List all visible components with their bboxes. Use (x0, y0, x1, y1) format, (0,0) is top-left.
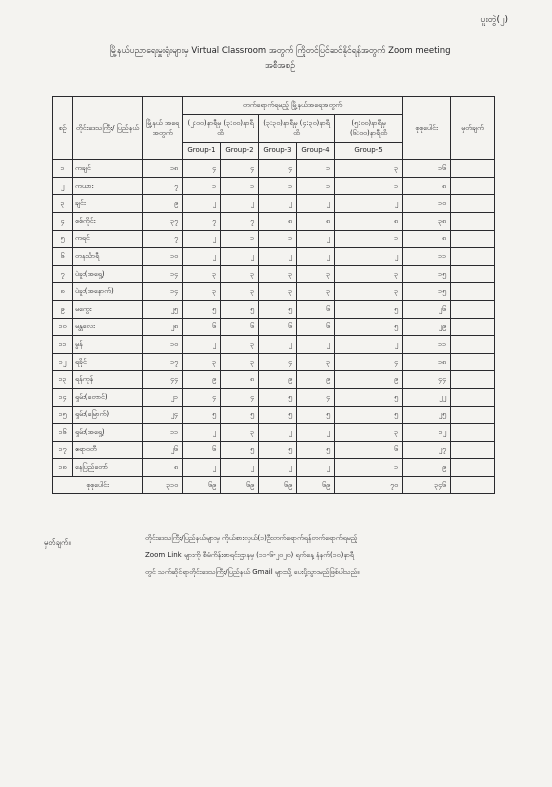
cell-g5: ၁ (335, 459, 403, 477)
cell-sr: ၁၂ (53, 353, 73, 371)
cell-region: ကရင် (73, 230, 143, 248)
cell-total: ၈ (403, 177, 451, 195)
cell-total: ၁၅ (403, 283, 451, 301)
header-attend-group: တက်ရောက်ရမည့် မြို့နယ်အရေအတွက် (183, 97, 403, 115)
document-title (60, 44, 500, 74)
cell-g3: ၃ (259, 265, 297, 283)
table-row (53, 265, 495, 283)
cell-g5: ၆ (335, 441, 403, 459)
totals-tsp: ၃၁၀ (143, 476, 183, 494)
totals-label: စုစုပေါင်း (53, 476, 143, 494)
title-line-1: မြို့နယ်ပညာရေးမှူးရုံးများမှ Virtual Classroom အတွက် ကြိုတင်ပြင်ဆင်နိုင်ရန်အတွက် Zoom meeting (109, 46, 451, 56)
cell-tsp: ၄၄ (143, 371, 183, 389)
cell-sr: ၁၄ (53, 388, 73, 406)
cell-remark (451, 248, 495, 266)
cell-g1: ၄ (183, 160, 221, 178)
cell-total: ၁၆ (403, 160, 451, 178)
totals-g4: ၆၉ (297, 476, 335, 494)
table-row (53, 459, 495, 477)
table-row (53, 318, 495, 336)
cell-region: ချင်း (73, 195, 143, 213)
cell-g4: ၃ (297, 265, 335, 283)
cell-sr: ၁၅ (53, 406, 73, 424)
totals-g1: ၆၉ (183, 476, 221, 494)
cell-g3: ၄ (259, 353, 297, 371)
cell-tsp: ၁၁ (143, 424, 183, 442)
cell-g1: ၂ (183, 336, 221, 354)
table-row (53, 300, 495, 318)
cell-g2: ၃ (221, 283, 259, 301)
cell-region: ရန်ကုန် (73, 371, 143, 389)
cell-g5: ၈ (335, 212, 403, 230)
cell-g2: ၃ (221, 353, 259, 371)
cell-g1: ၃ (183, 353, 221, 371)
cell-sr: ၈ (53, 283, 73, 301)
table-row (53, 230, 495, 248)
header-group-4: Group-4 (297, 142, 335, 160)
cell-g2: ၁ (221, 230, 259, 248)
cell-remark (451, 353, 495, 371)
cell-g5: ၅ (335, 318, 403, 336)
cell-g3: ၄ (259, 160, 297, 178)
table-row (53, 441, 495, 459)
cell-total: ၂၉ (403, 318, 451, 336)
cell-total: ၁၁ (403, 336, 451, 354)
cell-remark (451, 459, 495, 477)
cell-total: ၃၈ (403, 212, 451, 230)
cell-g4: ၂ (297, 195, 335, 213)
cell-g1: ၂ (183, 459, 221, 477)
table-row (53, 283, 495, 301)
totals-remark (451, 476, 495, 494)
note-text (145, 530, 485, 581)
cell-g3: ၅ (259, 441, 297, 459)
cell-g5: ၅ (335, 388, 403, 406)
cell-sr: ၁၆ (53, 424, 73, 442)
cell-g2: ၃ (221, 336, 259, 354)
cell-remark (451, 283, 495, 301)
cell-g1: ၂ (183, 230, 221, 248)
cell-g2: ၆ (221, 318, 259, 336)
cell-g4: ၃ (297, 353, 335, 371)
header-townships: မြို့နယ် အရေ အတွက် (143, 97, 183, 160)
cell-total: ၁၅ (403, 265, 451, 283)
cell-sr: ၆ (53, 248, 73, 266)
cell-g3: ၁ (259, 230, 297, 248)
cell-g3: ၈ (259, 212, 297, 230)
cell-g2: ၈ (221, 371, 259, 389)
cell-g2: ၅ (221, 406, 259, 424)
cell-g5: ၄ (335, 353, 403, 371)
cell-region: ရှမ်း(အရှေ့) (73, 424, 143, 442)
cell-g5: ၅ (335, 300, 403, 318)
cell-remark (451, 336, 495, 354)
cell-g3: ၅ (259, 300, 297, 318)
cell-region: ရခိုင် (73, 353, 143, 371)
cell-g4: ၂ (297, 424, 335, 442)
cell-g5: ၂ (335, 248, 403, 266)
cell-g4: ၁ (297, 160, 335, 178)
cell-g2: ၂ (221, 459, 259, 477)
cell-g3: ၂ (259, 336, 297, 354)
cell-g5: ၉ (335, 371, 403, 389)
cell-sr: ၇ (53, 265, 73, 283)
cell-g5: ၃ (335, 283, 403, 301)
header-slot-2-time: (၃:၃၀)နာရီမှ (၄:၃၀)နာရီထိ (259, 114, 335, 142)
cell-g2: ၅ (221, 441, 259, 459)
cell-g2: ၄ (221, 388, 259, 406)
cell-sr: ၅ (53, 230, 73, 248)
table-row (53, 160, 495, 178)
cell-g2: ၃ (221, 424, 259, 442)
cell-g3: ၁ (259, 177, 297, 195)
cell-g5: ၃ (335, 424, 403, 442)
cell-g2: ၃ (221, 265, 259, 283)
cell-remark (451, 265, 495, 283)
cell-region: ကယား (73, 177, 143, 195)
header-group-1: Group-1 (183, 142, 221, 160)
cell-g3: ၅ (259, 388, 297, 406)
cell-total: ၂၇ (403, 441, 451, 459)
header-slot-3-time: (၅:၀၀)နာရီမှ (၆:၀၀)နာရီထိ (335, 114, 403, 142)
cell-g1: ၆ (183, 318, 221, 336)
cell-g1: ၅ (183, 406, 221, 424)
table-body (53, 160, 495, 494)
cell-remark (451, 441, 495, 459)
table-row (53, 248, 495, 266)
table-row (53, 406, 495, 424)
table-row (53, 336, 495, 354)
cell-g4: ၅ (297, 441, 335, 459)
cell-total: ၁၈ (403, 353, 451, 371)
note-line-3: တွင် သက်ဆိုင်ရာတိုင်းဒေသကြီး/ပြည်နယ် Gmail များသို့ ပေးပို့သွားမည်ဖြစ်ပါသည်။ (145, 568, 360, 576)
cell-remark (451, 160, 495, 178)
cell-remark (451, 230, 495, 248)
cell-tsp: ၉ (143, 195, 183, 213)
totals-g5: ၇၀ (335, 476, 403, 494)
cell-region: ပဲခူး(အနောက်) (73, 283, 143, 301)
cell-g1: ၂ (183, 195, 221, 213)
table-row (53, 371, 495, 389)
totals-g2: ၆၉ (221, 476, 259, 494)
cell-g4: ၄ (297, 388, 335, 406)
cell-g5: ၁ (335, 230, 403, 248)
cell-g3: ၂ (259, 248, 297, 266)
header-group-3: Group-3 (259, 142, 297, 160)
cell-total: ၁၁ (403, 248, 451, 266)
cell-region: ရှမ်း(မြောက်) (73, 406, 143, 424)
cell-g1: ၂ (183, 248, 221, 266)
cell-tsp: ၁၄ (143, 265, 183, 283)
table-row (53, 388, 495, 406)
cell-tsp: ၁၇ (143, 353, 183, 371)
cell-g1: ၇ (183, 212, 221, 230)
cell-region: တနင်္သာရီ (73, 248, 143, 266)
cell-sr: ၃ (53, 195, 73, 213)
table-row (53, 353, 495, 371)
cell-tsp: ၃၇ (143, 212, 183, 230)
cell-g4: ၂ (297, 336, 335, 354)
header-total: စုစုပေါင်း (403, 97, 451, 160)
cell-total: ၄၄ (403, 371, 451, 389)
cell-region: စစ်ကိုင်း (73, 212, 143, 230)
cell-sr: ၁၃ (53, 371, 73, 389)
cell-tsp: ၂၈ (143, 318, 183, 336)
cell-total: ၁၀ (403, 195, 451, 213)
table-row (53, 177, 495, 195)
cell-g3: ၆ (259, 318, 297, 336)
cell-g4: ၂ (297, 248, 335, 266)
cell-g3: ၉ (259, 371, 297, 389)
header-group-5: Group-5 (335, 142, 403, 160)
cell-tsp: ၂၆ (143, 441, 183, 459)
cell-g2: ၁ (221, 177, 259, 195)
totals-total: ၃၄၆ (403, 476, 451, 494)
cell-sr: ၁၁ (53, 336, 73, 354)
cell-g4: ၂ (297, 230, 335, 248)
cell-sr: ၁ (53, 160, 73, 178)
cell-remark (451, 195, 495, 213)
totals-row (53, 476, 495, 494)
cell-g4: ၆ (297, 300, 335, 318)
note-line-1: တိုင်းဒေသကြီး/ပြည်နယ်များမှ ကိုယ်စားလှယ်(၁)ဦးတက်ရောက်ရန်တက်ရောက်ရမည့် (145, 534, 358, 542)
cell-total: ၂၆ (403, 300, 451, 318)
cell-tsp: ၈ (143, 459, 183, 477)
cell-g2: ၅ (221, 300, 259, 318)
totals-g3: ၆၉ (259, 476, 297, 494)
header-slot-1-time: (၂:၀၀)နာရီမှ (၃:၀၀)နာရီထိ (183, 114, 259, 142)
cell-g2: ၄ (221, 160, 259, 178)
cell-g4: ၃ (297, 283, 335, 301)
cell-g3: ၃ (259, 283, 297, 301)
header-group-2: Group-2 (221, 142, 259, 160)
header-remarks: မှတ်ချက် (451, 97, 495, 160)
cell-tsp: ၂၅ (143, 300, 183, 318)
cell-tsp: ၇ (143, 177, 183, 195)
cell-region: နေပြည်တော် (73, 459, 143, 477)
cell-g1: ၁ (183, 177, 221, 195)
cell-tsp: ၁၄ (143, 283, 183, 301)
cell-g4: ၂ (297, 459, 335, 477)
cell-g5: ၅ (335, 406, 403, 424)
cell-g1: ၃ (183, 283, 221, 301)
cell-g1: ၄ (183, 388, 221, 406)
cell-tsp: ၂၄ (143, 406, 183, 424)
cell-remark (451, 300, 495, 318)
cell-g3: ၅ (259, 406, 297, 424)
cell-remark (451, 318, 495, 336)
cell-region: မွန် (73, 336, 143, 354)
cell-total: ၈ (403, 230, 451, 248)
cell-g3: ၂ (259, 195, 297, 213)
cell-g1: ၅ (183, 300, 221, 318)
cell-region: ကချင် (73, 160, 143, 178)
cell-tsp: ၂၁ (143, 388, 183, 406)
cell-g5: ၂ (335, 336, 403, 354)
table-row (53, 195, 495, 213)
cell-total: ၂၅ (403, 406, 451, 424)
cell-region: မကွေး (73, 300, 143, 318)
cell-g5: ၁ (335, 177, 403, 195)
cell-g4: ၆ (297, 318, 335, 336)
table-row (53, 424, 495, 442)
cell-remark (451, 388, 495, 406)
cell-g4: ၅ (297, 406, 335, 424)
cell-total: ၉ (403, 459, 451, 477)
cell-region: ရှမ်း(တောင်) (73, 388, 143, 406)
title-line-2: အစီအစဉ် (265, 61, 295, 71)
cell-g2: ၇ (221, 212, 259, 230)
cell-sr: ၁၇ (53, 441, 73, 459)
cell-g2: ၂ (221, 195, 259, 213)
cell-g2: ၂ (221, 248, 259, 266)
cell-g1: ၂ (183, 424, 221, 442)
cell-region: ဧရာဝတီ (73, 441, 143, 459)
cell-g1: ၉ (183, 371, 221, 389)
cell-remark (451, 424, 495, 442)
note-line-2: Zoom Link များကို စီမံကိန်းစာရင်းဌာနမှ (၁၁-၆-၂၀၂၀) ရက်နေ့ နံနက်(၁၀)နာရီ (145, 551, 354, 559)
cell-remark (451, 177, 495, 195)
page-annex-label: ပူးတွဲ(၂) (480, 15, 508, 25)
cell-g5: ၃ (335, 160, 403, 178)
cell-total: ၂၂ (403, 388, 451, 406)
header-sr: စဉ် (53, 97, 73, 160)
cell-region: ပဲခူး(အရှေ့) (73, 265, 143, 283)
cell-sr: ၁၈ (53, 459, 73, 477)
cell-g1: ၃ (183, 265, 221, 283)
header-region: တိုင်းဒေသကြီး/ ပြည်နယ် (73, 97, 143, 160)
table-row (53, 212, 495, 230)
cell-g4: ၈ (297, 212, 335, 230)
cell-g5: ၃ (335, 265, 403, 283)
cell-tsp: ၁၀ (143, 248, 183, 266)
cell-tsp: ၁၈ (143, 160, 183, 178)
cell-g3: ၂ (259, 424, 297, 442)
cell-region: မန္တလေး (73, 318, 143, 336)
cell-g5: ၂ (335, 195, 403, 213)
cell-remark (451, 371, 495, 389)
cell-sr: ၁၀ (53, 318, 73, 336)
note-label: မှတ်ချက်။ (44, 538, 71, 547)
cell-total: ၁၂ (403, 424, 451, 442)
cell-tsp: ၇ (143, 230, 183, 248)
cell-g3: ၂ (259, 459, 297, 477)
cell-sr: ၂ (53, 177, 73, 195)
cell-tsp: ၁၀ (143, 336, 183, 354)
cell-sr: ၉ (53, 300, 73, 318)
cell-sr: ၄ (53, 212, 73, 230)
schedule-table (52, 96, 495, 494)
cell-g4: ၉ (297, 371, 335, 389)
cell-g4: ၁ (297, 177, 335, 195)
cell-g1: ၆ (183, 441, 221, 459)
cell-remark (451, 406, 495, 424)
cell-remark (451, 212, 495, 230)
